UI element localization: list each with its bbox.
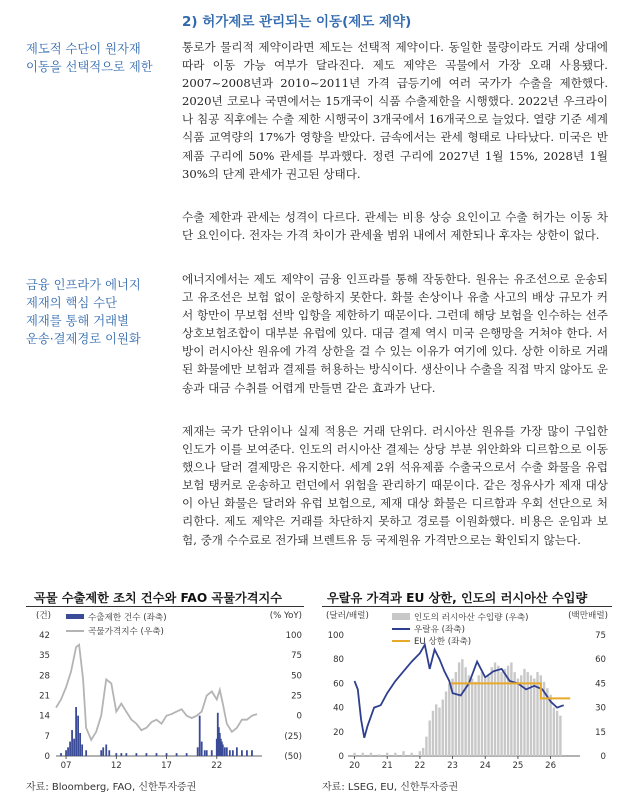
chart1-x-tick: 07	[60, 761, 72, 771]
chart2-bar	[487, 675, 489, 756]
chart1-bar	[115, 753, 117, 756]
chart1-x-tick: 17	[161, 761, 173, 771]
chart2-bar	[442, 700, 444, 756]
chart1-bar	[211, 750, 213, 756]
chart1-bar	[75, 707, 77, 756]
chart1-x-tick: 22	[211, 761, 223, 771]
chart2-bar	[513, 672, 515, 756]
chart2-bar	[500, 672, 502, 756]
chart1-left-unit: (건)	[36, 611, 52, 621]
paragraph-india-example: 제재는 국가 단위이나 실제 적용은 거래 단위다. 러시아산 원유를 가장 많이 구입한 인도가 이를 보여준다. 인도의 러시아산 결제는 상당 부분 위안화와 디르함으로 이동했으나 달러 결제망은 유지한다. 세계 2위 석유제품 수출국으로서 수출 화물을 유럽 보험 탱커로 운송하고 런던에서 위험을 관리하기 때문이다. 같은 정유사가 제재 대상이 아닌 화물은 달러와 유럽 보험으로, 제재 대상 화물은 디르함과 우회 선단으로 처리한다. 제도 제약은 거래를 차단하지 못하고 경로를 이원화했다. 비용은 운임과 보험, 중개 수수료로 전가돼 브렌트유 등 국제원유 가격만으로는 확인되지 않는다.	[182, 424, 608, 547]
chart2-bar	[353, 753, 355, 756]
chart2-bar	[497, 666, 499, 756]
chart1-bar	[69, 742, 71, 756]
paragraph-energy-finance: 에너지에서는 제도 제약이 금융 인프라를 통해 작동한다. 원유는 유조선으로 운송되고 유조선은 보험 없이 운항하지 못한다. 화물 손상이나 유출 사고의 배상 규모가 커서 항만이 무보험 선박 입항을 제한하기 때문이다. 그런데 해당 보험을 인수하는 선주상호보험조합이 대부분 유럽에 있다. 대금 결제 역시 미국 은행망을 거쳐야 한다. 서방이 러시아산 원유에 가격 상한을 걸 수 있는 이유가 여기에 있다. 상한 이하로 거래된 화물에만 보험과 결제를 허용하는 방식이다. 생산이나 수출을 직접 막지 않아도 운송과 대금 수취를 어렵게 만들면 같은 효과가 난다.	[182, 272, 608, 395]
chart1-legend-line: 곡물가격지수 (우축)	[88, 627, 164, 637]
side-note-line: 이동을 선택적으로 제한	[26, 60, 153, 74]
chart1-right-tick: (50)	[284, 752, 302, 762]
chart1-bar	[199, 716, 201, 756]
chart2-bar	[422, 748, 424, 756]
chart1-left-tick: 21	[39, 691, 50, 702]
chart1-left-tick: 35	[39, 651, 50, 662]
chart2-bar	[504, 669, 506, 756]
chart2-right-tick: 30	[595, 703, 606, 714]
chart1-left-tick: 7	[44, 731, 50, 742]
chart2-right-tick: 60	[595, 655, 606, 666]
chart2-bar	[510, 662, 512, 756]
chart1-bar	[204, 750, 206, 756]
chart1-bar	[102, 747, 104, 756]
side-note-line: 제재를 통해 거래별	[26, 314, 129, 328]
chart2-right-tick: 0	[600, 752, 606, 762]
chart1-title: 곡물 수출제한 조치 건수와 FAO 곡물가격지수	[34, 591, 283, 605]
chart1-bar	[73, 739, 75, 756]
chart2-bar	[386, 753, 388, 756]
side-note-line: 제도적 수단이 원자재	[26, 42, 141, 56]
chart1-left-tick: 42	[39, 631, 50, 641]
chart2-left-tick: 0	[338, 752, 344, 762]
side-note-line: 운송·결제경로 이원화	[26, 332, 141, 346]
chart2-bar	[378, 754, 380, 756]
chart1-source: 자료: Bloomberg, FAO, 신한투자증권	[26, 782, 197, 793]
chart1-bar	[67, 747, 69, 756]
section-title: 2) 허가제로 관리되는 이동(제도 제약)	[182, 14, 412, 30]
chart1-bar	[100, 750, 102, 756]
chart1-bar	[201, 742, 203, 756]
chart2-right-tick: 15	[595, 727, 606, 738]
chart2-bar	[523, 669, 525, 756]
side-note-financial-infrastructure	[26, 276, 176, 348]
chart1-left-tick: 14	[39, 711, 50, 722]
chart1-bar	[108, 750, 110, 756]
chart2-bar	[448, 683, 450, 756]
chart2-legend-bar-swatch	[392, 613, 410, 620]
chart2-bar	[455, 672, 457, 756]
chart1-bar	[241, 750, 243, 756]
chart1-right-tick: 75	[291, 651, 302, 662]
chart2-x-tick: 25	[512, 761, 524, 771]
chart2-bar	[484, 679, 486, 756]
chart1-bar	[65, 750, 67, 756]
chart2-bar	[481, 672, 483, 756]
chart1-right-tick: 100	[285, 631, 302, 641]
chart2-bar	[468, 675, 470, 756]
chart2-left-tick: 100	[327, 631, 344, 641]
chart1-left-tick: 28	[39, 671, 50, 682]
chart2-legend-cap: EU 상한 (좌축)	[414, 637, 472, 647]
chart2-bar	[432, 711, 434, 756]
chart1-bar	[146, 753, 148, 756]
chart2-bar	[478, 675, 480, 756]
chart2-left-tick: 20	[333, 727, 344, 738]
chart1-bar	[186, 753, 188, 756]
chart1-bar	[85, 750, 87, 756]
side-note-line: 제재의 핵심 수단	[26, 296, 117, 310]
chart1-bar	[251, 750, 253, 756]
chart2-bar	[458, 662, 460, 756]
chart2-bar	[425, 737, 427, 756]
chart2-bar	[556, 711, 558, 756]
chart1-bar	[125, 753, 127, 756]
chart2-bar	[474, 682, 476, 756]
chart2-bar	[435, 704, 437, 756]
chart2-legend-line: 우랄유 (좌축)	[414, 625, 465, 635]
chart2-bar	[527, 672, 529, 756]
chart1-series-grain-price-line	[56, 645, 257, 740]
chart2-bar	[471, 679, 473, 756]
chart2-bar	[549, 695, 551, 756]
chart2-x-tick: 20	[349, 761, 361, 771]
chart2-x-tick: 21	[381, 761, 393, 771]
chart1-right-tick: 25	[291, 691, 302, 702]
chart2-bar	[438, 708, 440, 756]
chart2-canvas	[322, 609, 612, 775]
chart2-bar	[536, 672, 538, 756]
chart2-legend-bar: 인도의 러시아산 수입량 (우축)	[414, 613, 529, 623]
chart1-bar	[176, 753, 178, 756]
chart2-bar	[494, 662, 496, 756]
chart1-canvas	[26, 609, 304, 775]
chart2-bar	[464, 667, 466, 756]
chart2-left-tick: 80	[333, 655, 344, 666]
chart2-right-unit: (백만배럴)	[568, 611, 608, 621]
chart2-bar	[491, 667, 493, 756]
chart2-bar	[553, 708, 555, 756]
chart1-right-tick: 0	[296, 711, 302, 722]
chart1-bar	[81, 744, 83, 756]
side-note-line: 금융 인프라가 에너지	[26, 278, 141, 292]
chart1-bar	[224, 747, 226, 756]
chart2-right-tick: 45	[595, 679, 606, 690]
chart1-right-unit: (% YoY)	[269, 611, 302, 621]
chart2-bar	[419, 751, 421, 756]
chart2-bar	[445, 691, 447, 756]
chart2-bar	[411, 753, 413, 756]
chart2-right-tick: 75	[595, 631, 606, 641]
chart1-bar	[135, 753, 137, 756]
chart1-bar	[166, 753, 168, 756]
chart2-bar	[362, 753, 364, 756]
chart2-bar	[370, 753, 372, 756]
chart2-bar	[533, 679, 535, 756]
paragraph-tariff-vs-ban: 수출 제한과 관세는 성격이 다르다. 관세는 비용 상승 요인이고 수출 허가는 이동 차단 요인이다. 전자는 가격 차이가 관세율 범위 내에서 제한되나 후자는 상한이 없다.	[182, 210, 608, 243]
chart2-bar	[461, 659, 463, 756]
chart1-x-tick: 12	[110, 761, 122, 771]
chart1-legend-bar: 수출제한 건수 (좌축)	[88, 613, 167, 623]
chart1-bar	[105, 744, 107, 756]
chart1-bar	[71, 730, 73, 756]
chart1-bar	[226, 747, 228, 756]
paragraph-grain-metal-restrictions: 통로가 물리적 제약이라면 제도는 선택적 제약이다. 동일한 물량이라도 거래 상대에 따라 이동 가능 여부가 달라진다. 제도 제약은 곡물에서 가장 오래 사용됐다. 2007~2008년과 2010~2011년 가격 급등기에 여러 국가가 수출을 제한했다. 2020년 코로나 국면에서는 15개국이 식품 수출제한을 시행했다. 2022년 우크라이나 침공 직후에는 수출 제한 시행국이 3개국에서 16개국으로 늘었다. 열량 기준 세계 식품 교역량의 17%가 영향을 받았다. 금속에서는 관세 형태로 나타났다. 미국은 반제품 구리에 50% 관세를 부과했다. 정련 구리에 2027년 1월 15%, 2028년 1월 30%의 단계 관세가 권고된 상태다.	[182, 40, 608, 181]
chart1-bar	[229, 750, 231, 756]
chart1-bar	[206, 750, 208, 756]
chart1-bar	[236, 747, 238, 756]
chart1-bar	[120, 753, 122, 756]
chart2-x-tick: 26	[545, 761, 557, 771]
chart1-left-tick: 0	[44, 752, 50, 762]
chart2-left-unit: (달러/배럴)	[326, 611, 369, 621]
chart2-bar	[559, 716, 561, 756]
chart2-title: 우랄유 가격과 EU 상한, 인도의 러시아산 수입량	[327, 591, 588, 605]
chart1-bar	[156, 753, 158, 756]
chart2-bar	[402, 751, 404, 756]
chart1-bar	[77, 716, 79, 756]
chart2-bar	[428, 721, 430, 756]
chart1-bar	[197, 747, 199, 756]
chart1-bar	[246, 750, 248, 756]
chart2-bar	[394, 753, 396, 756]
chart2-x-tick: 22	[414, 761, 426, 771]
chart2-left-tick: 60	[333, 679, 344, 690]
chart1-right-tick: 50	[291, 671, 302, 682]
chart2-title-rule	[322, 606, 612, 607]
chart2-x-tick: 23	[447, 761, 459, 771]
chart1-bar	[79, 733, 81, 756]
chart1-right-tick: (25)	[284, 731, 302, 742]
chart2-bar	[517, 679, 519, 756]
chart2-source: 자료: LSEG, EU, 신한투자증권	[322, 782, 459, 793]
chart2-left-tick: 40	[333, 703, 344, 714]
chart1-bar	[232, 750, 234, 756]
chart1-bar	[60, 753, 62, 756]
side-note-institutional-constraint	[26, 40, 176, 76]
chart1-title-rule	[26, 606, 304, 607]
chart2-x-tick: 24	[479, 761, 491, 771]
chart1-bar	[222, 744, 224, 756]
chart1-legend-bar-swatch	[66, 614, 84, 619]
